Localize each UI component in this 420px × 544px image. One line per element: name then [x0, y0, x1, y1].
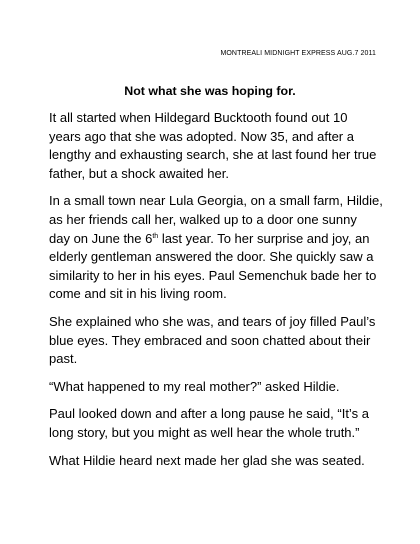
article-title: Not what she was hoping for. [124, 84, 296, 98]
text-line: years ago that she was adopted. Now 35, and after a [49, 128, 354, 144]
text-line: as her friends call her, walked up to a door one sunny [49, 211, 357, 227]
text-line: similarity to her in his eyes. Paul Semenchuk bade her to [49, 267, 377, 283]
text-line: “What happened to my real mother?” asked Hildie. [49, 378, 340, 394]
text-line-with-superscript [49, 230, 379, 249]
text-line: come and sit in his living room. [49, 286, 227, 302]
text-line: father, but a shock awaited her. [49, 165, 229, 181]
text-line: past. [49, 351, 78, 367]
paragraph-4 [49, 378, 379, 397]
newspaper-header: MONTREALI MIDNIGHT EXPRESS AUG.7 2011 [220, 50, 376, 57]
text-line: long story, but you might as well hear the whole truth.” [49, 424, 360, 440]
text-line: blue eyes. They embraced and soon chatted about their [49, 332, 371, 348]
paragraph-5 [49, 405, 379, 442]
text-line: It all started when Hildegard Bucktooth found out 10 [49, 110, 348, 125]
text-segment: day on June the 6 [49, 230, 153, 246]
text-line: In a small town near Lula Georgia, on a small farm, Hildie, [49, 193, 383, 209]
paragraph-3 [49, 313, 379, 369]
text-line: She explained who she was, and tears of joy filled Paul’s [49, 313, 376, 329]
text-line: elderly gentleman answered the door. She quickly saw a [49, 249, 374, 265]
text-line: What Hildie heard next made her glad she was seated. [49, 452, 365, 468]
article-body [49, 109, 383, 479]
text-segment: last year. To her surprise and joy, an [158, 230, 370, 246]
paragraph-6 [49, 452, 379, 471]
paragraph-1 [49, 109, 379, 183]
paragraph-2 [49, 192, 383, 304]
text-line: Paul looked down and after a long pause he said, “It’s a [49, 406, 369, 422]
ordinal-superscript: th [152, 232, 159, 240]
text-line: lengthy and exhausting search, she at last found her true [49, 147, 377, 163]
